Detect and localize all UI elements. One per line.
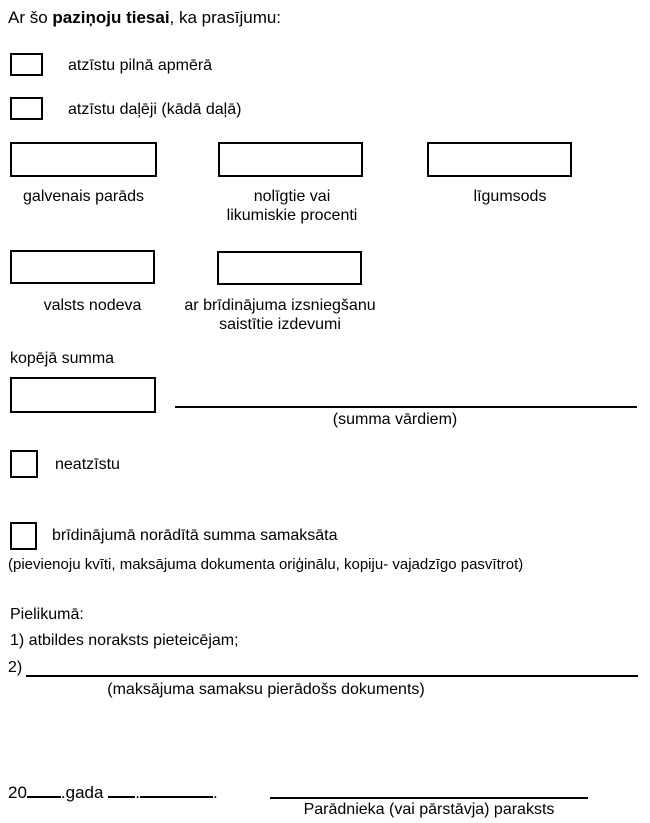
- date-day-blank[interactable]: [108, 782, 135, 798]
- reject-checkbox[interactable]: [10, 450, 38, 478]
- interest-input-box[interactable]: [218, 142, 363, 177]
- main-debt-label: galvenais parāds: [23, 188, 144, 205]
- date-year-blank[interactable]: [27, 782, 61, 798]
- interest-label-line2: likumiskie procenti: [226, 207, 358, 224]
- reject-label: neatzīstu: [55, 456, 120, 473]
- amount-paid-note: (pievienoju kvīti, maksājuma dokumenta oriģinālu, kopiju- vajadzīgo pasvītrot): [8, 556, 524, 573]
- attachment-item-2-prefix: 2): [8, 659, 23, 676]
- acknowledge-full-checkbox[interactable]: [10, 53, 43, 76]
- sum-in-words-line[interactable]: [175, 392, 637, 408]
- intro-suffix: , ka prasījumu:: [169, 8, 282, 27]
- attachments-title: Pielikumā:: [10, 606, 84, 623]
- penalty-label: līgumsods: [473, 188, 547, 205]
- interest-label: [198, 187, 386, 225]
- date-year-prefix: 20: [8, 783, 27, 802]
- acknowledge-partial-checkbox[interactable]: [10, 97, 43, 120]
- intro-prefix: Ar šo: [8, 8, 53, 27]
- interest-label-line1: nolīgtie vai: [253, 188, 331, 205]
- penalty-input-box[interactable]: [427, 142, 572, 177]
- acknowledge-partial-label: atzīstu daļēji (kādā daļā): [68, 101, 242, 118]
- state-fee-input-box[interactable]: [10, 250, 155, 284]
- attachment-item-2-line[interactable]: [26, 661, 638, 677]
- main-debt-input-box[interactable]: [10, 142, 157, 177]
- sum-in-words-caption: (summa vārdiem): [332, 411, 458, 428]
- date-row: [8, 782, 218, 803]
- total-sum-label: kopējā summa: [10, 350, 115, 367]
- attachment-item-2-caption: (maksājuma samaksu pierādošs dokuments): [107, 681, 425, 698]
- intro-statement: [8, 8, 281, 28]
- warning-costs-label-line1: ar brīdinājuma izsniegšanu: [184, 297, 376, 314]
- amount-paid-checkbox[interactable]: [10, 522, 37, 550]
- signature-caption: Parādnieka (vai pārstāvja) paraksts: [303, 801, 555, 818]
- date-dot-2: .: [212, 783, 218, 802]
- date-gada-word: .gada: [60, 783, 104, 802]
- state-fee-label: valsts nodeva: [43, 297, 142, 314]
- intro-bold-phrase: paziņoju tiesai: [52, 8, 170, 27]
- date-month-blank[interactable]: [140, 782, 213, 798]
- acknowledge-full-label: atzīstu pilnā apmērā: [68, 57, 213, 74]
- date-dot-1: .: [135, 783, 140, 802]
- warning-costs-label: [180, 296, 380, 334]
- amount-paid-label: brīdinājumā norādītā summa samaksāta: [52, 527, 338, 544]
- total-sum-input-box[interactable]: [10, 377, 156, 413]
- warning-costs-label-line2: saistītie izdevumi: [219, 316, 341, 333]
- signature-line[interactable]: [270, 783, 588, 799]
- warning-costs-input-box[interactable]: [217, 251, 362, 285]
- attachment-item-1: 1) atbildes noraksts pieteicējam;: [10, 632, 239, 649]
